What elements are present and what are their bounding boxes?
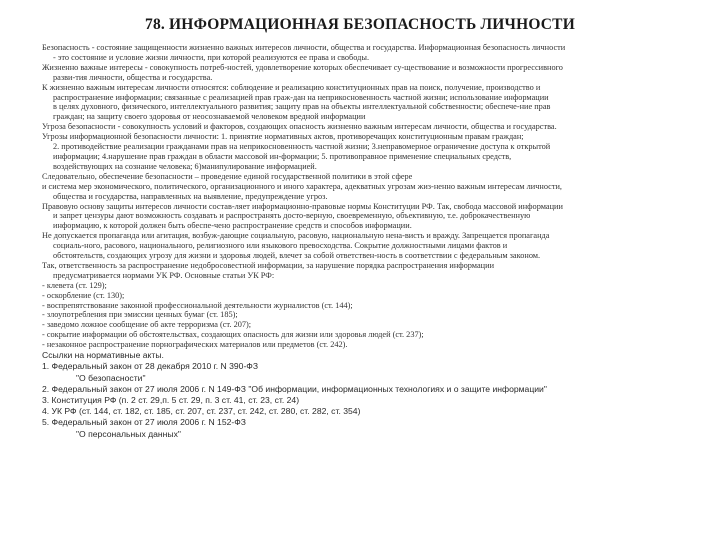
- paragraph-line: Следовательно, обеспечение безопасности – проведение единой государственной политики в этой сфере: [42, 171, 413, 181]
- paragraph-line: общества и государства, направленных на выявление, предупреждение угроз.: [53, 191, 328, 201]
- reference-item: 1. Федеральный закон от 28 декабря 2010 г. N 390-ФЗ: [42, 361, 259, 372]
- article-item: - воспрепятствование законной профессиональной деятельности журналистов (ст. 144);: [42, 300, 353, 310]
- paragraph-line: разви-тия личности, общества и государства.: [53, 72, 213, 82]
- paragraph-line: Угрозы информационной безопасности личности: 1. принятие нормативных актов, противоречащих конституционным правам граждан;: [42, 132, 524, 142]
- paragraph-line: информации; 4.нарушение прав граждан в области массовой ин-формации; 5. противоправное применение специальных средств,: [53, 151, 512, 161]
- paragraph-line: и система мер экономического, политического, организационного и иного характера, адекватных угрозам жиз-ненно важным интересам личности,: [42, 181, 562, 191]
- reference-item: 3. Конституция РФ (п. 2 ст. 29,п. 5 ст. 29, п. 3 ст. 41, ст. 23, ст. 24): [42, 394, 300, 405]
- article-item: - заведомо ложное сообщение об акте терроризма (ст. 207);: [42, 320, 252, 330]
- paragraph-line: Безопасность - состояние защищенности жизненно важных интересов личности, общества и государства. Информационная безопасность личности: [42, 43, 566, 52]
- reference-item: 2. Федеральный закон от 27 июля 2006 г. N 149-ФЗ "Об информации, информационных технологиях и о защите информации": [42, 383, 547, 394]
- paragraph-line: Жизненно важные интересы - совокупность потреб-ностей, удовлетворение которых обеспечивает су-ществование и возможности прогрессивного: [42, 62, 563, 72]
- paragraph-line: информацию, к которой должен быть обеспе-чено распространение средств и способов информации.: [53, 221, 412, 231]
- references-heading: Ссылки на нормативные акты.: [42, 350, 164, 361]
- paragraph-line: в целях духовного, физического, интеллектуального развития; защиту прав на объекты интеллектуальной собственности; обеспече-ние прав: [53, 102, 551, 112]
- article-item: - сокрытие информации об обстоятельствах, создающих опасность для жизни или здоровья людей (ст. 237);: [42, 330, 424, 340]
- paragraph-line: распространение информации; связанные с реализацией прав граж-дан на неприкосновенность частной жизни; использование информации: [53, 92, 549, 102]
- paragraph-line: 2. противодействие реализации гражданами прав на неприкосновенность частной жизни; 3.неправомерное ограничение доступа к открытой: [53, 142, 551, 152]
- reference-item: "О персональных данных": [76, 428, 181, 439]
- page-title: 78. ИНФОРМАЦИОННАЯ БЕЗОПАСНОСТЬ ЛИЧНОСТИ: [145, 16, 575, 33]
- paragraph-line: предусматривается нормами УК РФ. Основные статьи УК РФ:: [53, 270, 275, 280]
- paragraph-line: Угроза безопасности - совокупность условий и факторов, создающих опасность жизненно важным интересам личности, общества и государства.: [42, 122, 557, 132]
- article-item: - злоупотребления при эмиссии ценных бумаг (ст. 185);: [42, 310, 238, 320]
- paragraph-line: граждан; на защиту своего здоровья от неосознаваемой человеком вредной информации: [53, 112, 366, 122]
- article-item: - незаконное распространение порнографических материалов или предметов (ст. 242).: [42, 340, 348, 350]
- paragraph-line: обстоятельств, создающих угрозу для жизни и здоровья людей, влечет за собой ответствен-ность в соответствии с федеральным законом.: [53, 251, 541, 261]
- paragraph-line: - это состояние и условие жизни личности, при которой реализуются ее права и свободы.: [53, 52, 370, 62]
- paragraph-line: и запрет цензуры дают возможность создавать и распространять досто-верную, своевременную, объективную, т.е. доброкачественную: [53, 211, 531, 221]
- paragraph-line: воздействующих на сознание человека; 6)манипулирование информацией.: [53, 161, 317, 171]
- reference-item: "О безопасности": [76, 372, 146, 383]
- reference-item: 4. УК РФ (ст. 144, ст. 182, ст. 185, ст. 207, ст. 237, ст. 242, ст. 280, ст. 282, ст. 354): [42, 406, 361, 417]
- paragraph-line: социаль-ного, расового, национального, религиозного или языкового превосходства. Сокрытие должностными лицами фактов и: [53, 241, 508, 251]
- paragraph-line: Правовую основу защиты интересов личности состав-ляет информационно-правовые нормы Конституции РФ. Так, свобода массовой информации: [42, 201, 563, 211]
- article-item: - оскорбление (ст. 130);: [42, 290, 125, 300]
- paragraph-line: Так, ответственность за распространение недобросовестной информации, за нарушение порядка распространения информации: [42, 260, 495, 270]
- paragraph-line: Не допускается пропаганда или агитация, возбуж-дающие социальную, расовую, национальную нена-висть и вражду. Запрещается пропаганда: [42, 231, 550, 241]
- reference-item: 5. Федеральный закон от 27 июля 2006 г. N 152-ФЗ: [42, 417, 246, 428]
- paragraph-line: К жизненно важным интересам личности относятся: соблюдение и реализацию конституционных прав на поиск, получение, производство и: [42, 82, 541, 92]
- document-body: [42, 43, 692, 440]
- article-item: - клевета (ст. 129);: [42, 280, 107, 290]
